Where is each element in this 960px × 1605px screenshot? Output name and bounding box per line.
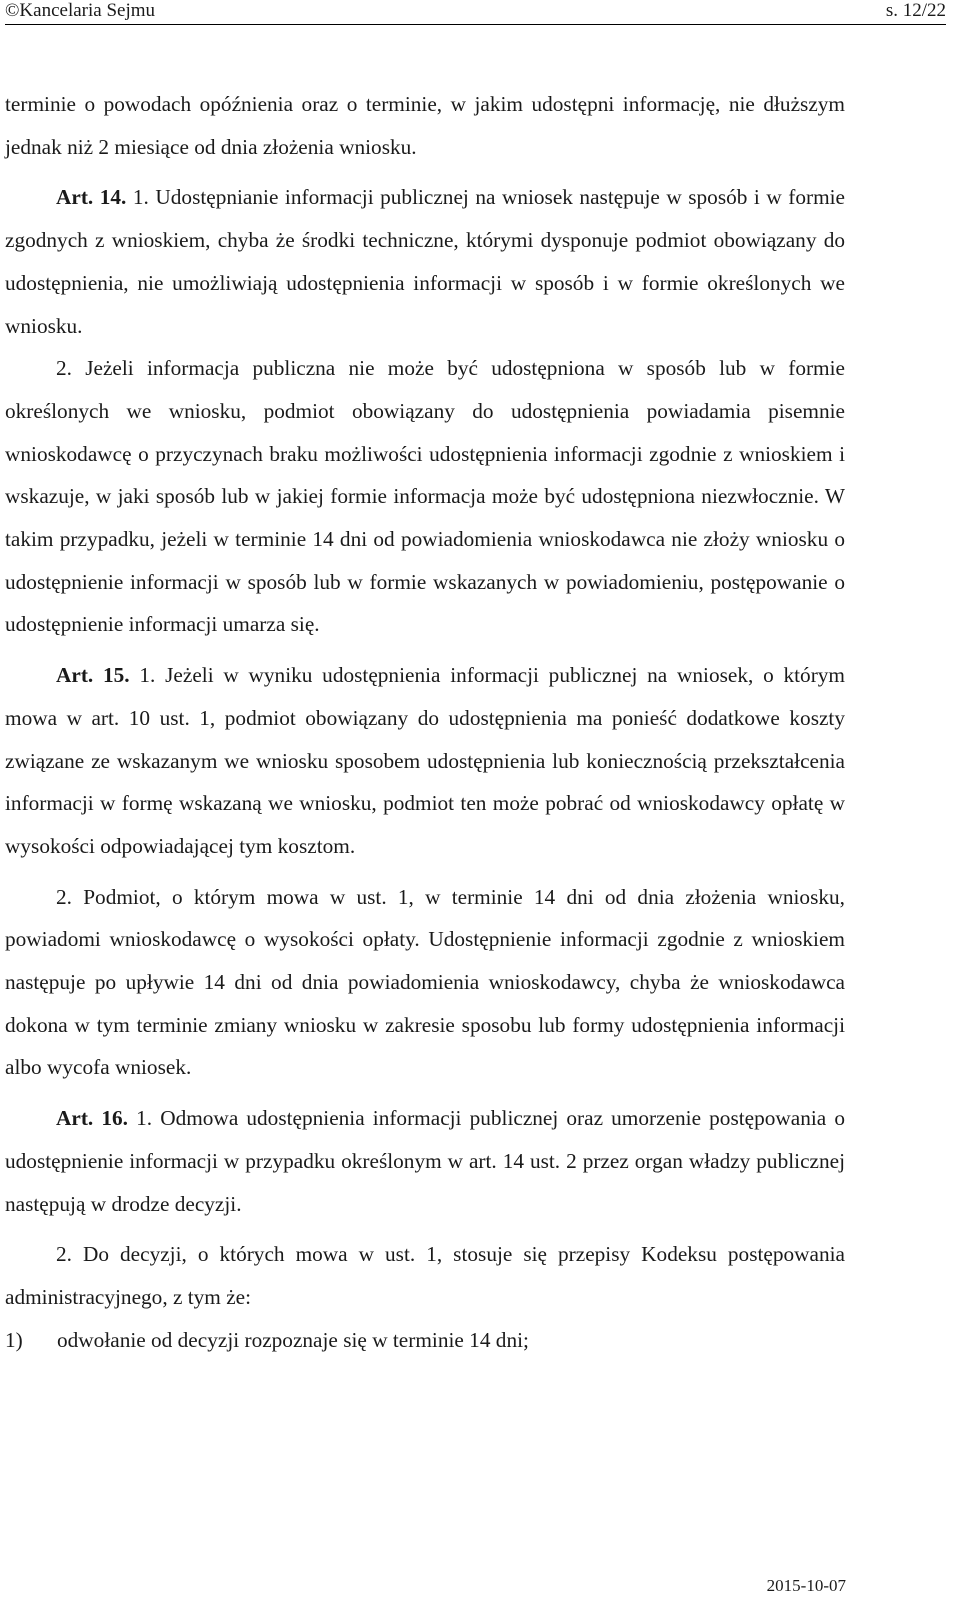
paragraph-text: 1. Udostępnianie informacji publicznej na wniosek następuje w sposób i w formie zgodnych z wnioskiem, chyba że środki techniczne, którymi dysponuje podmiot obowiązany do udostępnienia, nie umożliwiają udostępnienia informacji w sposób i w formie określonych we wniosku. [5,185,846,338]
article-15-paragraph-2: 2. Podmiot, o którym mowa w ust. 1, w terminie 14 dni od dnia złożenia wniosku, powiadomi wnioskodawcę o wysokości opłaty. Udostępnienie informacji zgodnie z wnioskiem następuje po upływie 14 dni od dnia powiadomienia wnioskodawcy, chyba że wnioskodawca dokona w tym terminie zmiany wniosku w zakresie sposobu lub formy udostępnienia informacji albo wycofa wniosek. [5,884,845,1080]
article-16-paragraph-2: 2. Do decyzji, o których mowa w ust. 1, stosuje się przepisy Kodeksu postępowania administracyjnego, z tym że: [5,1242,845,1309]
paragraph-text: 1. Jeżeli w wyniku udostępnienia informacji publicznej na wniosek, o którym mowa w art. 10 ust. 1, podmiot obowiązany do udostępnienia ma ponieść dodatkowe koszty związane ze wskazanym we wniosku sposobem udostępnienia lub koniecznością przekształcenia informacji w formę wskazaną we wniosku, podmiot ten może pobrać od wnioskodawcy opłatę w wysokości odpowiadającej tym kosztom. [5,663,846,858]
article-number: Art. 15. [56,663,130,688]
article-number: Art. 14. [56,185,127,210]
footer-date: 2015-10-07 [766,1576,846,1595]
article-number: Art. 16. [56,1106,128,1131]
article-14-paragraph-1 [5,176,845,347]
document-body [5,83,845,1361]
paragraph-continuation: terminie o powodach opóźnienia oraz o terminie, w jakim udostępni informację, nie dłuższym jednak niż 2 miesiące od dnia złożenia wniosku. [5,92,845,159]
header-divider [5,24,946,25]
article-15-paragraph-1 [5,654,845,868]
article-14-paragraph-2: 2. Jeżeli informacja publiczna nie może być udostępniona w sposób lub w formie określonych we wniosku, podmiot obowiązany do udostępnienia powiadamia pisemnie wnioskodawcę o przyczynach braku możliwości udostępnienia informacji zgodnie z wnioskiem i wskazuje, w jaki sposób lub w jakiej formie informacja może być udostępniona niezwłocznie. W takim przypadku, jeżeli w terminie 14 dni od powiadomienia wnioskodawca nie złoży wniosku o udostępnienie informacji w sposób lub w formie wskazanych w powiadomieniu, postępowanie o udostępnienie informacji umarza się. [5,356,845,637]
page-header [5,0,946,22]
header-page-number: s. 12/22 [885,0,946,21]
list-item-text: odwołanie od decyzji rozpoznaje się w terminie 14 dni; [57,1327,529,1352]
article-16-paragraph-1 [5,1097,845,1225]
paragraph-text: 1. Odmowa udostępnienia informacji publicznej oraz umorzenie postępowania o udostępnienie informacji w przypadku określonym w art. 14 ust. 2 przez organ władzy publicznej następują w drodze decyzji. [5,1106,846,1216]
list-item-number: 1) [5,1327,23,1352]
list-item [5,1319,845,1362]
header-source: ©Kancelaria Sejmu [5,0,156,21]
